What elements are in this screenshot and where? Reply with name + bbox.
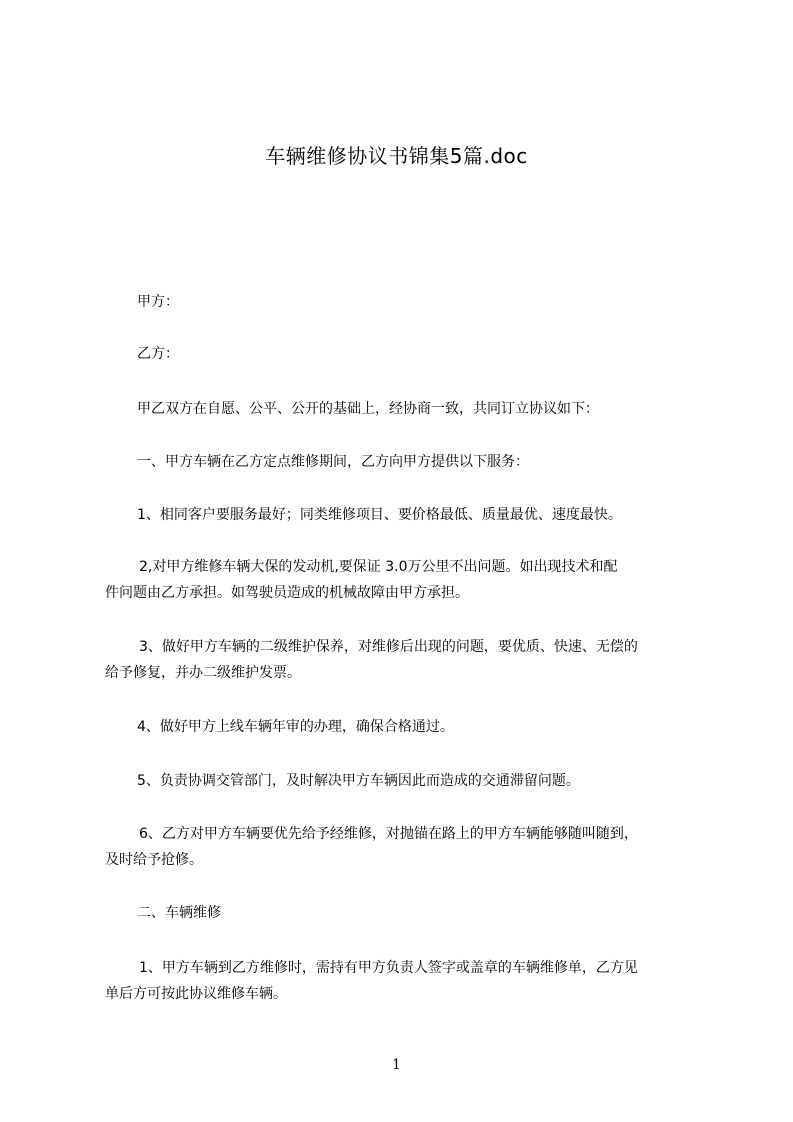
item-6-line-1: 6、乙方对甲方车辆要优先给予经维修，对抛锚在路上的甲方车辆能够随叫随到， (139, 826, 638, 842)
section-1-item-6 (105, 821, 710, 873)
section-1-item-3 (105, 634, 710, 686)
document-title: 车辆维修协议书锦集5篇.doc (265, 144, 528, 168)
section-1-heading: 一、甲方车辆在乙方定点维修期间，乙方向甲方提供以下服务： (137, 454, 529, 470)
item-3-line-1: 3、做好甲方车辆的二级维护保养，对维修后出现的问题，要优质、快速、无偿的 (139, 639, 638, 655)
party-b-label: 乙方： (137, 346, 179, 362)
section-2-item-1-line-1: 1、甲方车辆到乙方维修时，需持有甲方负责人签字或盖章的车辆维修单，乙方见 (139, 960, 638, 976)
intro-paragraph: 甲乙双方在自愿、公平、公开的基础上，经协商一致，共同订立协议如下： (137, 401, 599, 417)
section-1-item-4: 4、做好甲方上线车辆年审的办理，确保合格通过。 (137, 719, 454, 735)
item-2-line-1: 2,对甲方维修车辆大保的发动机,要保证 3.0万公里不出问题。如出现技术和配 (139, 559, 618, 575)
item-6-line-2: 及时给予抢修。 (105, 852, 203, 868)
section-2-item-1-line-2: 单后方可按此协议维修车辆。 (105, 986, 287, 1002)
party-a-label: 甲方： (137, 294, 179, 310)
section-2-item-1 (105, 955, 710, 1007)
section-1-item-1: 1、相同客户要服务最好；同类维修项目、要价格最低、质量最优、速度最快。 (137, 507, 622, 523)
section-1-item-5: 5、负责协调交管部门，及时解决甲方车辆因此而造成的交通滞留问题。 (137, 773, 580, 789)
item-2-line-2: 件问题由乙方承担。如驾驶员造成的机械故障由甲方承担。 (105, 585, 469, 601)
section-2-heading: 二、车辆维修 (137, 905, 221, 921)
section-1-item-2 (105, 554, 710, 606)
page-number: 1 (392, 1057, 401, 1073)
item-3-line-2: 给予修复，并办二级维护发票。 (105, 665, 301, 681)
